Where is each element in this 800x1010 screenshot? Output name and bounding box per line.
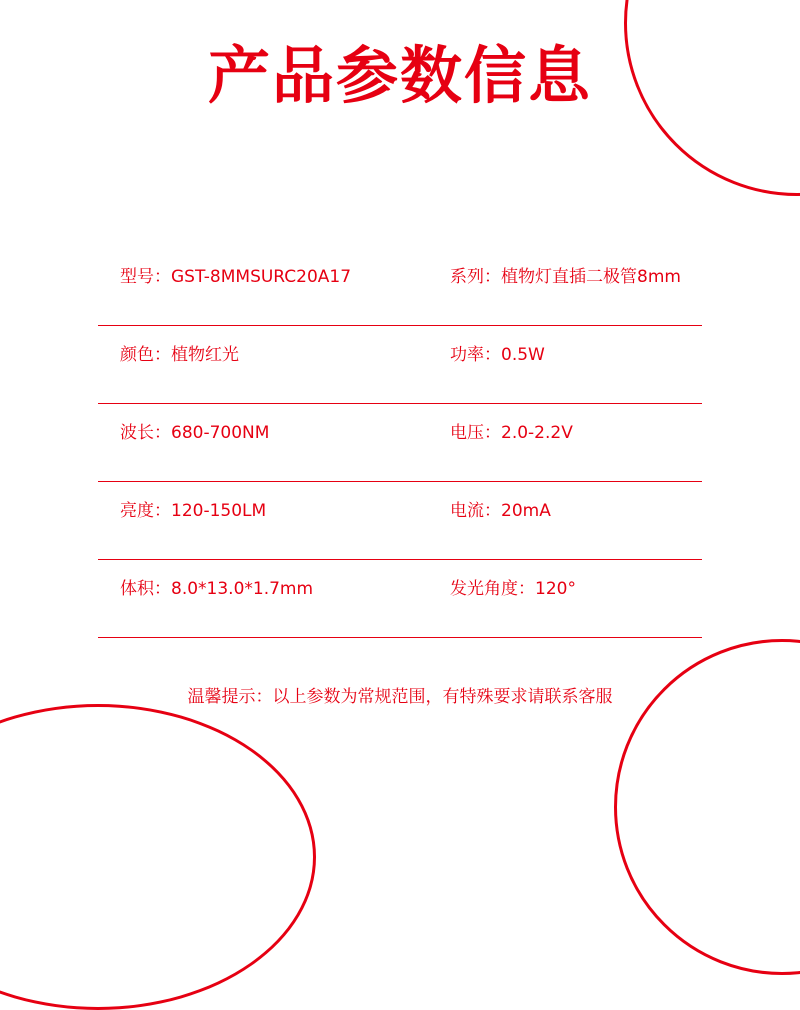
spec-cell-luminance <box>120 496 266 521</box>
table-row <box>98 404 702 482</box>
spec-label: 亮度： <box>120 501 171 521</box>
spec-cell-dimensions <box>120 574 313 599</box>
spec-cell-power <box>450 340 545 365</box>
spec-cell-color <box>120 340 239 365</box>
spec-value: 2.0-2.2V <box>501 423 573 443</box>
page-title: 产品参数信息 <box>207 39 592 112</box>
spec-label: 系列： <box>450 267 501 287</box>
spec-label: 体积： <box>120 579 171 599</box>
spec-value: 植物红光 <box>171 345 239 365</box>
table-row <box>98 482 702 560</box>
spec-cell-current <box>450 496 551 521</box>
spec-label: 发光角度： <box>450 579 535 599</box>
spec-value: 植物灯直插二极管8mm <box>501 267 681 287</box>
spec-value: 120° <box>535 579 576 599</box>
spec-label: 电流： <box>450 501 501 521</box>
spec-cell-voltage <box>450 418 573 443</box>
spec-value: 680-700NM <box>171 423 270 443</box>
spec-label: 型号： <box>120 267 171 287</box>
spec-cell-wavelength <box>120 418 269 443</box>
spec-label: 波长： <box>120 423 171 443</box>
table-row <box>98 248 702 326</box>
spec-value: 8.0*13.0*1.7mm <box>171 579 314 599</box>
footer-note: 温馨提示：以上参数为常规范围，有特殊要求请联系客服 <box>187 687 613 707</box>
spec-label: 电压： <box>450 423 501 443</box>
spec-value: GST-8MMSURC20A17 <box>171 267 352 287</box>
spec-cell-beam-angle <box>450 574 576 599</box>
table-row <box>98 326 702 404</box>
spec-cell-model <box>120 262 351 287</box>
spec-value: 120-150LM <box>171 501 267 521</box>
spec-cell-series <box>450 262 681 287</box>
table-row <box>98 560 702 638</box>
spec-value: 0.5W <box>501 345 545 365</box>
spec-label: 颜色： <box>120 345 171 365</box>
spec-table <box>98 248 702 638</box>
decorative-arc-bottom-left <box>0 704 316 1010</box>
spec-value: 20mA <box>501 501 551 521</box>
spec-label: 功率： <box>450 345 501 365</box>
